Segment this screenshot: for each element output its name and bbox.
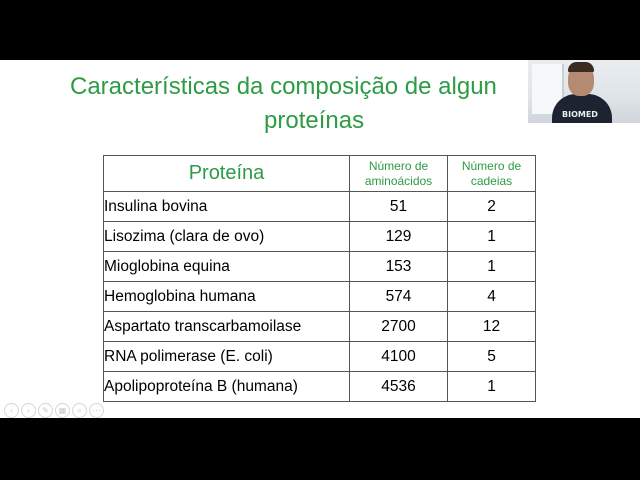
- slide-title-line-1: Características da composição de algun: [70, 73, 497, 100]
- table-row: [104, 372, 536, 402]
- presentation-slide: [0, 60, 640, 418]
- cell-chains: 1: [448, 252, 536, 282]
- protein-table: [103, 155, 536, 402]
- cell-protein: Aspartato transcarbamoilase: [104, 312, 350, 342]
- header-chains: Número de cadeias: [448, 156, 536, 192]
- pen-icon[interactable]: ✎: [38, 403, 53, 418]
- cell-amino-acids: 4100: [350, 342, 448, 372]
- cell-amino-acids: 574: [350, 282, 448, 312]
- table-row: [104, 282, 536, 312]
- cell-chains: 12: [448, 312, 536, 342]
- cell-chains: 5: [448, 342, 536, 372]
- cell-protein: Apolipoproteína B (humana): [104, 372, 350, 402]
- prev-icon[interactable]: ‹: [4, 403, 19, 418]
- table-row: [104, 252, 536, 282]
- cell-protein: RNA polimerase (E. coli): [104, 342, 350, 372]
- cell-amino-acids: 129: [350, 222, 448, 252]
- cell-chains: 2: [448, 192, 536, 222]
- slides-icon[interactable]: ▦: [55, 403, 70, 418]
- table-row: [104, 192, 536, 222]
- letterbox-bottom: [0, 418, 640, 480]
- cell-amino-acids: 4536: [350, 372, 448, 402]
- cell-protein: Lisozima (clara de ovo): [104, 222, 350, 252]
- cell-amino-acids: 2700: [350, 312, 448, 342]
- slide-title-line-2: proteínas: [264, 107, 365, 134]
- webcam-shirt-logo: BIOMED: [562, 110, 598, 119]
- cell-chains: 1: [448, 222, 536, 252]
- cell-protein: Insulina bovina: [104, 192, 350, 222]
- cell-chains: 1: [448, 372, 536, 402]
- presenter-webcam: [528, 60, 640, 123]
- cell-amino-acids: 51: [350, 192, 448, 222]
- table-row: [104, 222, 536, 252]
- header-amino-acids: Número de aminoácidos: [350, 156, 448, 192]
- presenter-hair: [568, 62, 594, 72]
- slideshow-toolbar: [4, 403, 104, 418]
- zoom-icon[interactable]: ⌕: [72, 403, 87, 418]
- table-row: [104, 312, 536, 342]
- table-header-row: [104, 156, 536, 192]
- cell-protein: Hemoglobina humana: [104, 282, 350, 312]
- more-icon[interactable]: ⋯: [89, 403, 104, 418]
- header-protein: Proteína: [104, 156, 350, 192]
- letterbox-top: [0, 0, 640, 60]
- cell-chains: 4: [448, 282, 536, 312]
- cell-protein: Mioglobina equina: [104, 252, 350, 282]
- table-row: [104, 342, 536, 372]
- cell-amino-acids: 153: [350, 252, 448, 282]
- next-icon[interactable]: ›: [21, 403, 36, 418]
